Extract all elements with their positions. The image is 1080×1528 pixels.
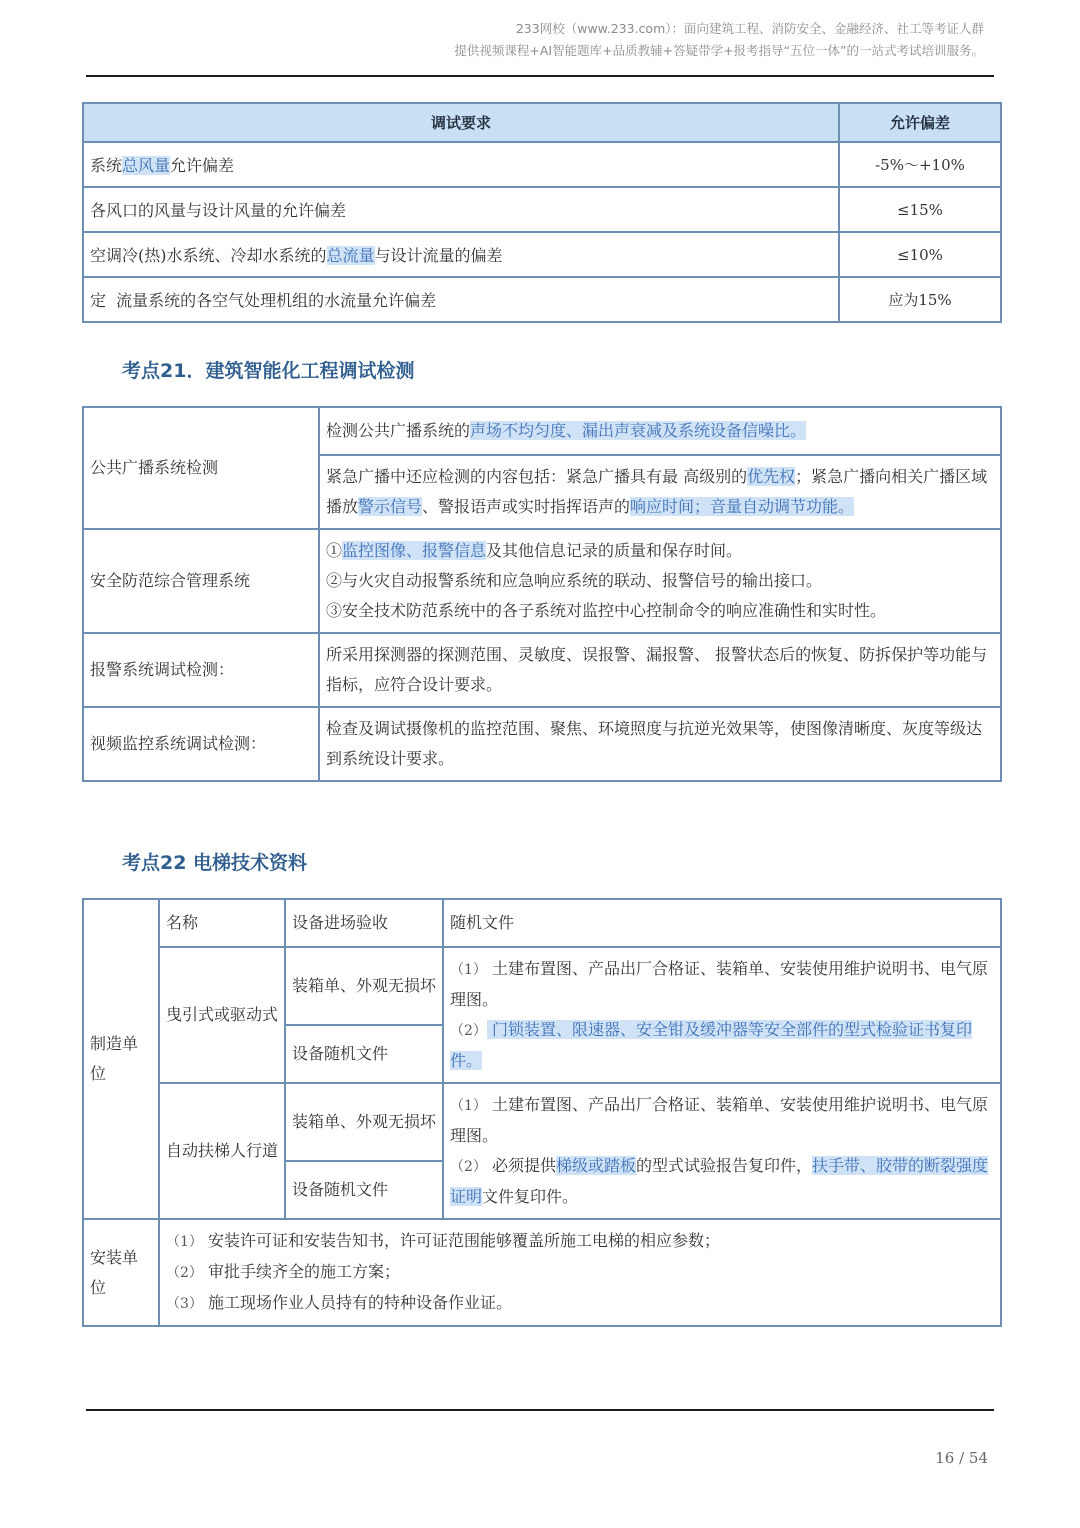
row-label-installer: 安装单位: [83, 1219, 159, 1326]
elevator-docs-table: [82, 898, 1002, 1327]
escalator-docs: （1） 土建布置图、产品出厂合格证、装箱单、安装使用维护说明书、电气原理图。 （2） 必须提供梯级或踏板的型式试验报告复印件，扶手带、胶带的断裂强度证明文件复印件。: [443, 1083, 1001, 1219]
escalator-name: 自动扶梯人行道: [159, 1083, 285, 1219]
traction-docs: （1） 土建布置图、产品出厂合格证、装箱单、安装使用维护说明书、电气原理图。 （2） 门锁装置、限速器、安全钳及缓冲器等安全部件的型式检验证书复印件。: [443, 947, 1001, 1083]
requirement-cell: 空调冷(热)水系统、冷却水系统的总流量与设计流量的偏差: [83, 232, 839, 277]
deviation-cell: -5%～+10%: [839, 142, 1001, 187]
header-line-2: 提供视频课程+AI智能题库+品质教辅+答疑带学+报考指导“五位一体”的一站式考试培训服务。: [454, 43, 984, 58]
escalator-accept-1: 装箱单、外观无损坏: [285, 1083, 443, 1161]
broadcast-item-1: 检测公共广播系统的声场不均匀度、漏出声衰减及系统设备信噪比。: [319, 407, 1001, 455]
page-header: [454, 18, 984, 62]
table-row: [83, 232, 1001, 277]
installer-items: （1） 安装许可证和安装告知书，许可证范围能够覆盖所施工电梯的相应参数； （2） 审批手续齐全的施工方案； （3） 施工现场作业人员持有的特种设备作业证。: [159, 1219, 1001, 1326]
traction-name: 曳引式或驱动式: [159, 947, 285, 1083]
traction-accept-2: 设备随机文件: [285, 1025, 443, 1083]
intelligent-building-test-table: [82, 406, 1002, 782]
row-label-maker: 制造单位: [83, 899, 159, 1219]
header-rule: [86, 75, 994, 77]
requirement-cell: 系统总风量允许偏差: [83, 142, 839, 187]
footer-rule: [86, 1409, 994, 1411]
alarm-text: 所采用探测器的探测范围、灵敏度、误报警、漏报警、 报警状态后的恢复、防拆保护等功能与指标，应符合设计要求。: [319, 633, 1001, 707]
table-row: [83, 707, 1001, 781]
table-row: [83, 947, 1001, 1025]
column-header-acceptance: 设备进场验收: [285, 899, 443, 947]
table-header-row: [83, 103, 1001, 142]
row-label-security: 安全防范综合管理系统: [83, 529, 319, 633]
column-header-requirement: 调试要求: [83, 103, 839, 142]
tuning-deviation-table: [82, 102, 1002, 323]
section-heading-21: 考点21．建筑智能化工程调试检测: [122, 360, 415, 382]
column-header-name: 名称: [159, 899, 285, 947]
page-number: 16 / 54: [935, 1449, 988, 1467]
table-row: [83, 1219, 1001, 1326]
column-header-deviation: 允许偏差: [839, 103, 1001, 142]
row-label-alarm: 报警系统调试检测：: [83, 633, 319, 707]
deviation-cell: ≤10%: [839, 232, 1001, 277]
video-text: 检查及调试摄像机的监控范围、聚焦、环境照度与抗逆光效果等，使图像清晰度、灰度等级达到系统设计要求。: [319, 707, 1001, 781]
traction-accept-1: 装箱单、外观无损坏: [285, 947, 443, 1025]
requirement-cell: 定 流量系统的各空气处理机组的水流量允许偏差: [83, 277, 839, 322]
table-row: [83, 142, 1001, 187]
deviation-cell: 应为15%: [839, 277, 1001, 322]
broadcast-item-2: 紧急广播中还应检测的内容包括：紧急广播具有最 高级别的优先权；紧急广播向相关广播区域播放警示信号、警报语声或实时指挥语声的响应时间；音量自动调节功能。: [319, 455, 1001, 529]
table-row: [83, 633, 1001, 707]
table-row: [83, 529, 1001, 633]
deviation-cell: ≤15%: [839, 187, 1001, 232]
row-label-video: 视频监控系统调试检测：: [83, 707, 319, 781]
column-header-docs: 随机文件: [443, 899, 1001, 947]
table-row: [83, 277, 1001, 322]
table-row: [83, 407, 1001, 455]
table-row: [83, 899, 1001, 947]
requirement-cell: 各风口的风量与设计风量的允许偏差: [83, 187, 839, 232]
header-line-1: 233网校（www.233.com）：面向建筑工程、消防安全、金融经济、社工等考证人群: [515, 21, 984, 36]
table-row: [83, 1083, 1001, 1161]
section-heading-22: 考点22 电梯技术资料: [122, 852, 308, 874]
row-label-broadcast: 公共广播系统检测: [83, 407, 319, 529]
security-items: ①监控图像、报警信息及其他信息记录的质量和保存时间。 ②与火灾自动报警系统和应急响应系统的联动、报警信号的输出接口。 ③安全技术防范系统中的各子系统对监控中心控制命令的响应准确性和实时性。: [319, 529, 1001, 633]
table-row: [83, 187, 1001, 232]
escalator-accept-2: 设备随机文件: [285, 1161, 443, 1219]
